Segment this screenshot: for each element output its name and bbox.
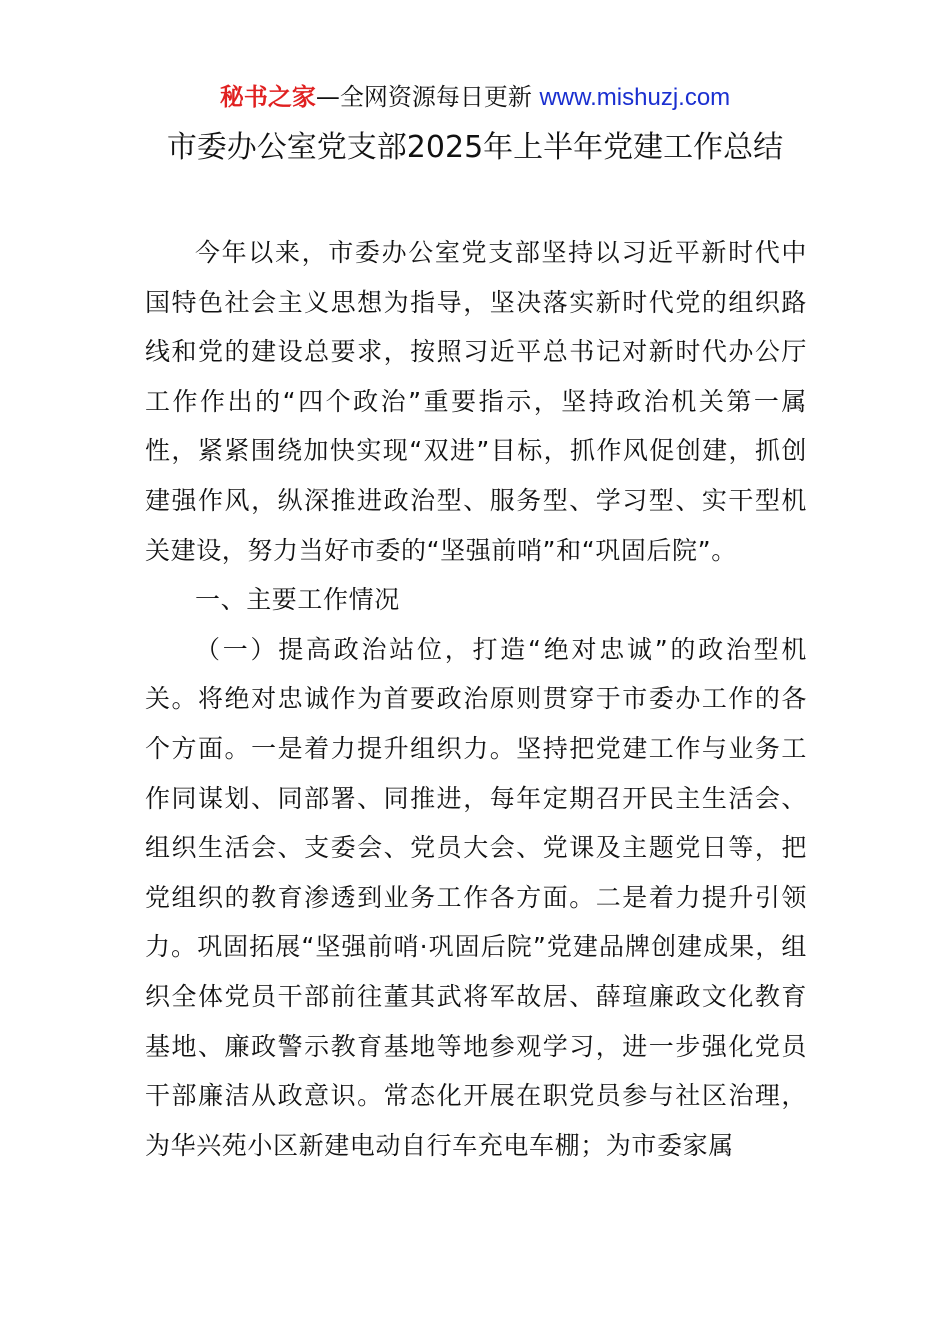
document-title: 市委办公室党支部2025年上半年党建工作总结: [166, 130, 784, 165]
body-paragraph: （一）提高政治站位，打造“绝对忠诚”的政治型机关。将绝对忠诚作为首要政治原则贯穿于市委办工作的各个方面。一是着力提升组织力。坚持把党建工作与业务工作同谋划、同部署、同推进，每年定期召开民主生活会、组织生活会、支委会、党员大会、党课及主题党日等，把党组织的教育渗透到业务工作各方面。二是着力提升引领力。巩固拓展“坚强前哨·巩固后院”党建品牌创建成果，组织全体党员干部前往董其武将军故居、薛瑄廉政文化教育基地、廉政警示教育基地等地参观学习，进一步强化党员干部廉洁从政意识。常态化开展在职党员参与社区治理，为华兴苑小区新建电动自行车充电车棚；为市委家属: [145, 634, 807, 1160]
document-body: [145, 228, 807, 1170]
site-header: [0, 80, 950, 115]
section-heading: 一、主要工作情况: [195, 585, 400, 615]
site-url-link[interactable]: www.mishuzj.com: [539, 84, 731, 111]
site-brand: 秘书之家: [219, 83, 316, 111]
site-tagline: —全网资源每日更新: [315, 83, 540, 111]
intro-paragraph: 今年以来，市委办公室党支部坚持以习近平新时代中国特色社会主义思想为指导，坚决落实新时代党的组织路线和党的建设总要求，按照习近平总书记对新时代办公厅工作作出的“四个政治”重要指示，坚持政治机关第一属性，紧紧围绕加快实现“双进”目标，抓作风促创建，抓创建强作风，纵深推进政治型、服务型、学习型、实干型机关建设，努力当好市委的“坚强前哨”和“巩固后院”。: [145, 238, 807, 565]
